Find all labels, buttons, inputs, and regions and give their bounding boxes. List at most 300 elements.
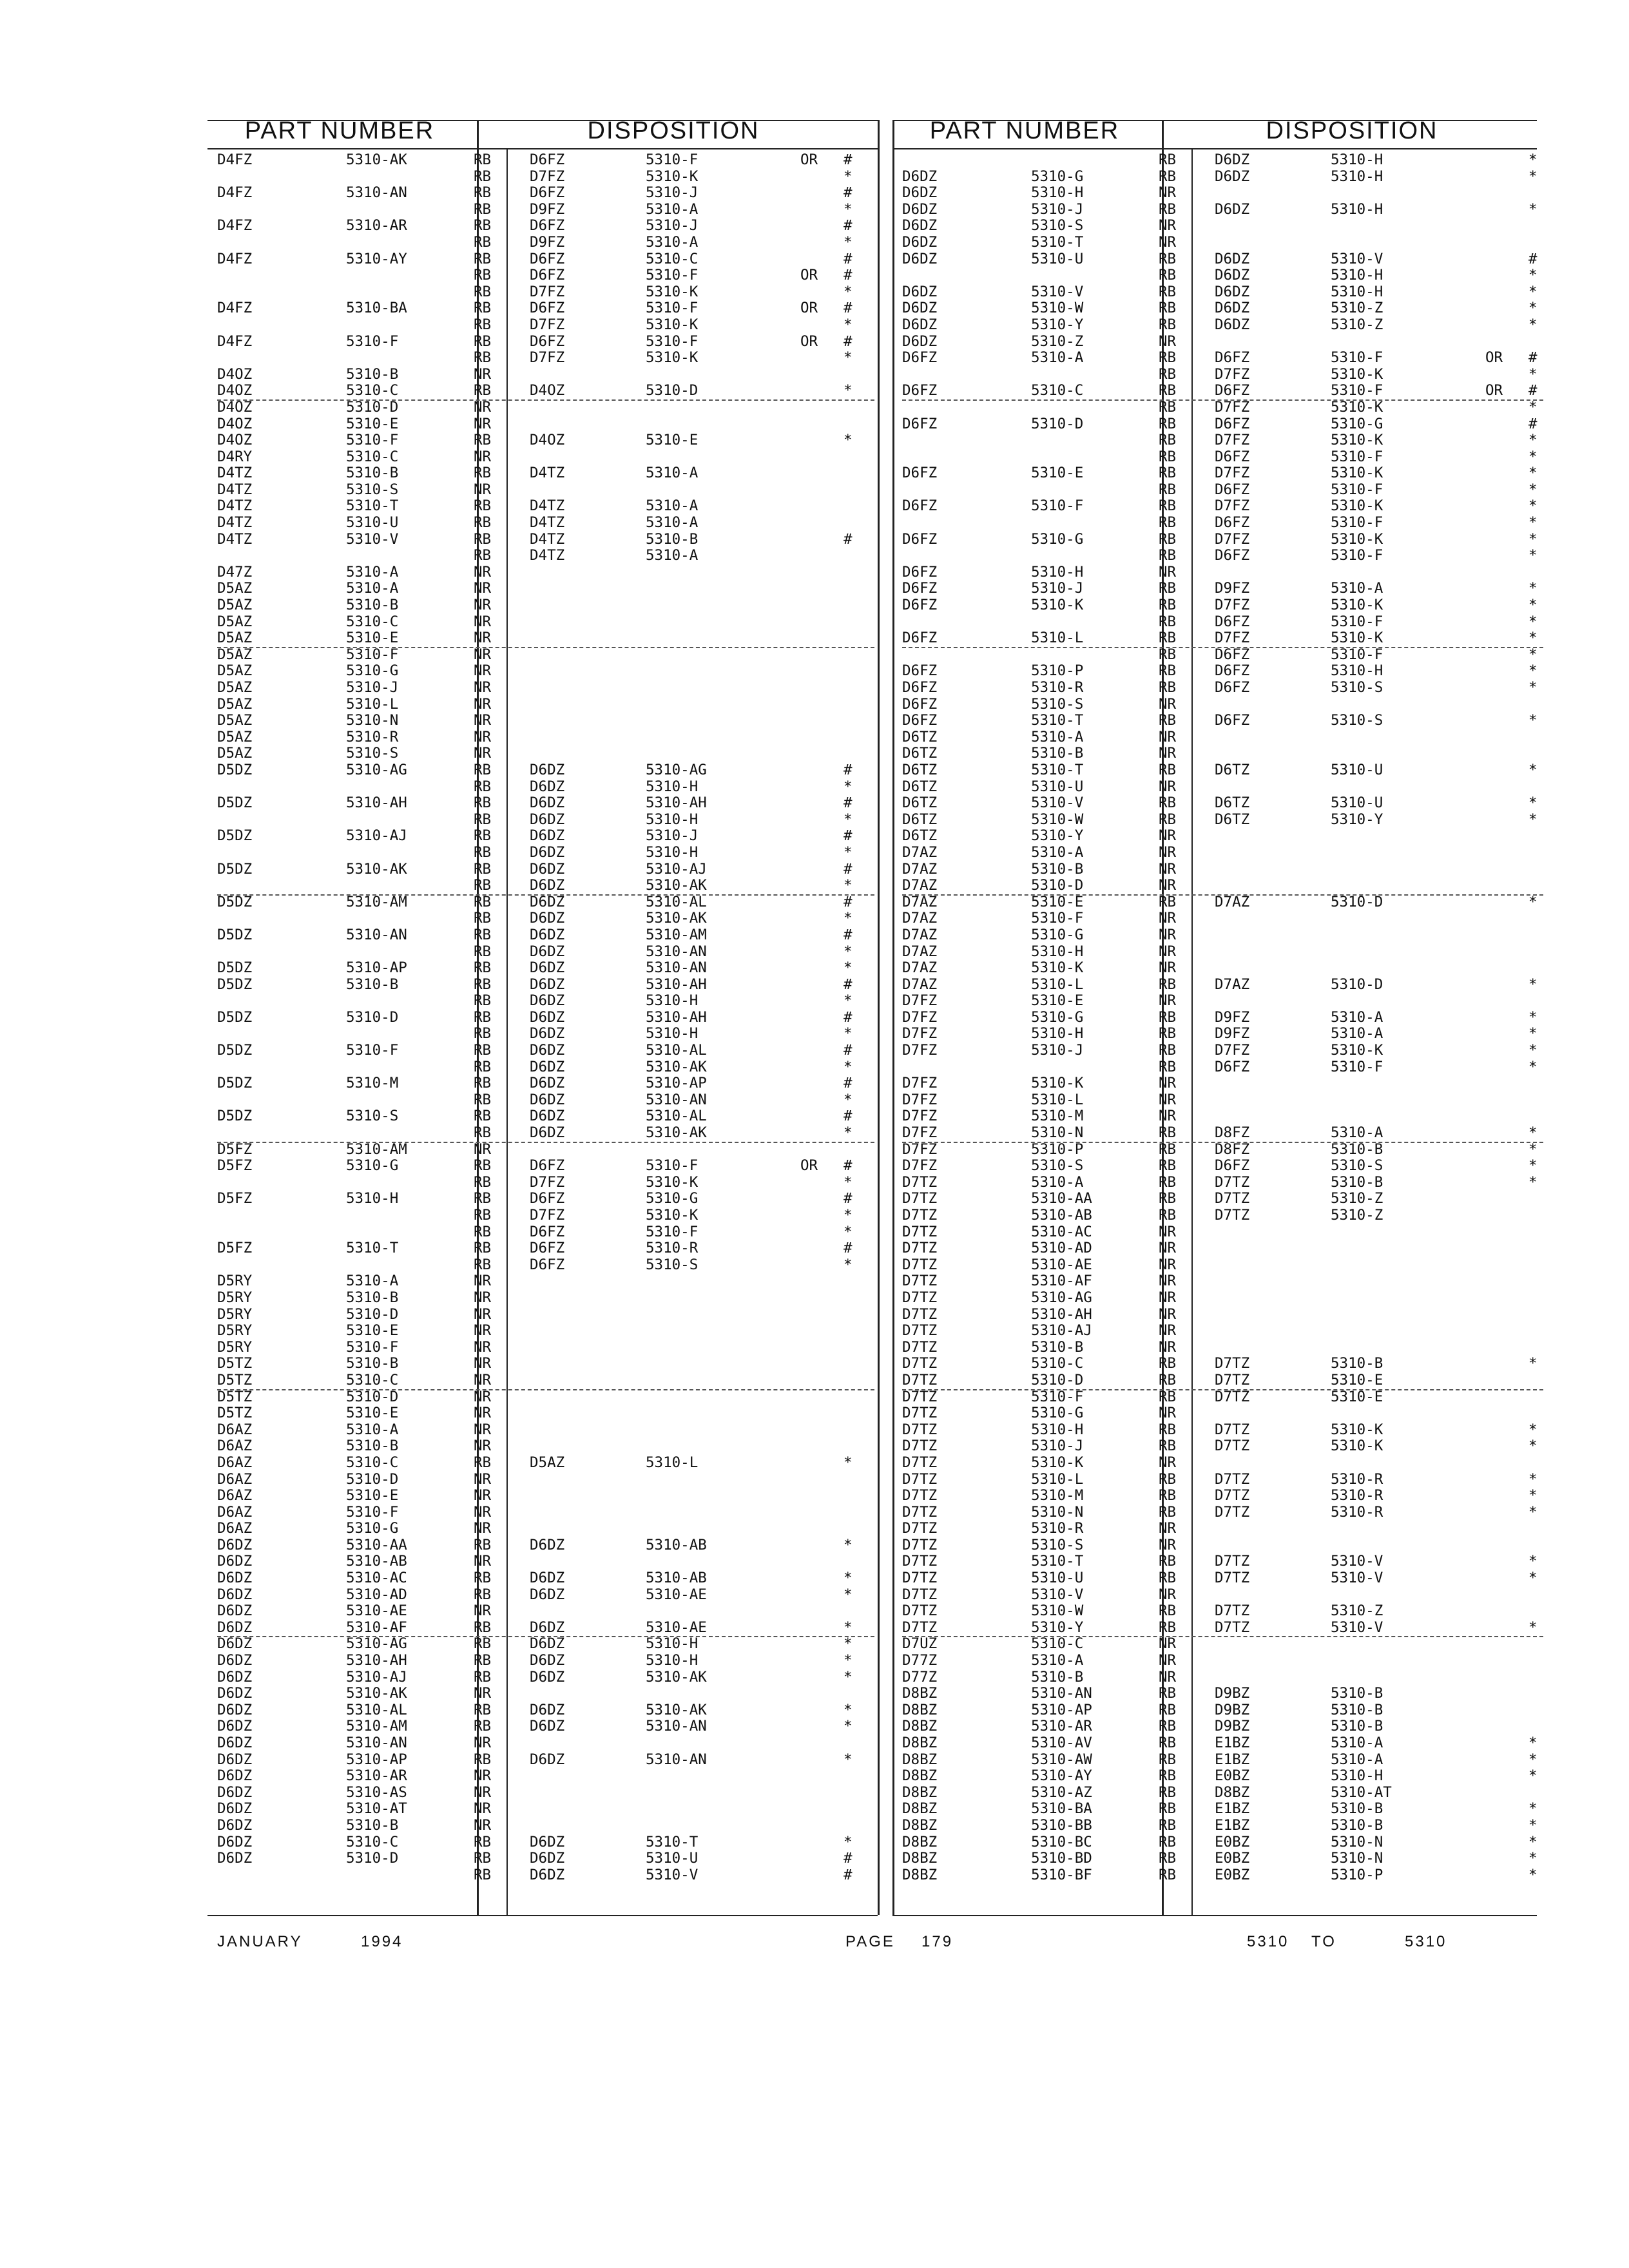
disposition-code: NR [1159, 1405, 1177, 1422]
right-table-row [902, 1240, 1543, 1257]
part-prefix: D6AZ [217, 1503, 253, 1521]
flag-marker: * [1528, 547, 1537, 564]
part-prefix: D5AZ [217, 662, 253, 680]
part-prefix: D6FZ [902, 465, 938, 482]
right-table-row [902, 1075, 1543, 1092]
disposition-code: RB [474, 1751, 492, 1768]
replacement-prefix: D7FZ [530, 168, 565, 185]
part-number: 5310-BF [1031, 1866, 1092, 1883]
right-table-row [902, 1455, 1543, 1472]
disposition-code: RB [1159, 1140, 1177, 1158]
replacement-prefix: D6FZ [530, 217, 565, 235]
replacement-number: 5310-A [646, 547, 699, 564]
flag-marker: # [843, 1850, 853, 1867]
disposition-code: NR [474, 1388, 492, 1405]
disposition-code: RB [1159, 662, 1177, 680]
disposition-code: NR [1159, 1586, 1177, 1603]
right-table-row [902, 185, 1543, 202]
part-prefix: D6TZ [902, 827, 938, 845]
header-rule-left [207, 148, 878, 149]
replacement-number: 5310-AL [646, 1042, 707, 1059]
part-number: 5310-A [1031, 728, 1084, 745]
disposition-code: NR [1159, 827, 1177, 845]
center-divider-b [892, 120, 894, 1915]
part-prefix: D7TZ [902, 1470, 938, 1488]
part-number: 5310-E [1031, 465, 1084, 482]
part-prefix: D6DZ [217, 1553, 253, 1570]
disposition-code: RB [474, 910, 492, 927]
right-table-row [902, 1834, 1543, 1851]
right-table-row [902, 1768, 1543, 1785]
disposition-code: RB [1159, 1767, 1177, 1785]
part-prefix: D6DZ [902, 332, 938, 350]
part-prefix: D8BZ [902, 1850, 938, 1867]
flag-marker: * [1528, 1124, 1537, 1142]
part-prefix: D5AZ [217, 597, 253, 614]
left-table-row [217, 1026, 874, 1043]
right-table-row [902, 1372, 1543, 1389]
flag-marker: * [843, 877, 853, 894]
left-table-row [217, 845, 874, 861]
left-table-row [217, 927, 874, 944]
part-number: 5310-V [1031, 283, 1084, 300]
right-table-row [902, 1356, 1543, 1372]
replacement-prefix: D6DZ [1215, 316, 1250, 333]
replacement-number: 5310-F [1331, 382, 1383, 399]
replacement-number: 5310-F [646, 332, 699, 350]
disposition-code: RB [474, 778, 492, 795]
part-number: 5310-AH [346, 794, 407, 812]
right-table-row [902, 1323, 1543, 1340]
right-table-row [902, 1702, 1543, 1719]
replacement-prefix: D7TZ [1215, 1173, 1250, 1191]
disposition-code: RB [474, 1025, 492, 1043]
replacement-number: 5310-AL [646, 1108, 707, 1125]
right-table-row [902, 1422, 1543, 1439]
replacement-prefix: D6FZ [530, 267, 565, 284]
part-number: 5310-E [346, 415, 399, 432]
replacement-prefix: D6DZ [530, 926, 565, 943]
left-table-row [217, 861, 874, 878]
left-table-row [217, 762, 874, 779]
right-table-row [902, 169, 1543, 186]
disposition-code: RB [474, 794, 492, 812]
disposition-code: NR [1159, 1454, 1177, 1471]
part-number: 5310-B [346, 1437, 399, 1455]
disposition-code: RB [1159, 1421, 1177, 1438]
left-table-row [217, 1142, 874, 1158]
flag-marker: * [1528, 398, 1537, 416]
replacement-number: 5310-D [1331, 975, 1383, 993]
replacement-number: 5310-Z [1331, 1602, 1383, 1620]
replacement-number: 5310-K [1331, 1437, 1383, 1455]
flag-marker: # [843, 926, 853, 943]
disposition-code: NR [474, 1305, 492, 1323]
flag-marker: * [843, 1124, 853, 1142]
replacement-prefix: D6DZ [530, 1042, 565, 1059]
disposition-code: NR [1159, 332, 1177, 350]
right-table-row [902, 1092, 1543, 1109]
part-number: 5310-C [1031, 382, 1084, 399]
part-prefix: D5AZ [217, 695, 253, 713]
left-table-row [217, 1702, 874, 1719]
flag-marker: # [843, 975, 853, 993]
part-prefix: D4FZ [217, 300, 253, 317]
part-number: 5310-A [346, 1273, 399, 1290]
disposition-code: NR [474, 1735, 492, 1751]
disposition-code: NR [474, 448, 492, 465]
part-number: 5310-A [1031, 843, 1084, 861]
left-table-row [217, 300, 874, 317]
right-table-row [902, 910, 1543, 927]
replacement-number: 5310-Y [1331, 811, 1383, 828]
replacement-prefix: D7FZ [1215, 465, 1250, 482]
disposition-code: NR [474, 1371, 492, 1389]
left-table-row [217, 532, 874, 548]
disposition-code: NR [1159, 1305, 1177, 1323]
replacement-number: 5310-AK [646, 1701, 707, 1718]
replacement-number: 5310-R [1331, 1487, 1383, 1504]
disposition-code: NR [474, 745, 492, 762]
right-table-row [902, 614, 1543, 631]
left-table-row [217, 1043, 874, 1059]
disposition-code: RB [1159, 893, 1177, 910]
flag-marker: * [1528, 761, 1537, 778]
part-number: 5310-AR [1031, 1718, 1092, 1735]
part-number: 5310-T [1031, 1553, 1084, 1570]
disposition-code: RB [474, 432, 492, 449]
left-table-row [217, 202, 874, 218]
left-table-row [217, 1422, 874, 1439]
disposition-code: RB [1159, 613, 1177, 630]
right-table-row [902, 1686, 1543, 1702]
left-table-row [217, 482, 874, 499]
replacement-number: 5310-A [1331, 1751, 1383, 1768]
replacement-prefix: D6FZ [1215, 514, 1250, 532]
right-table-row [902, 1653, 1543, 1669]
replacement-number: 5310-E [1331, 1371, 1383, 1389]
part-number: 5310-AB [346, 1553, 407, 1570]
replacement-prefix: D6DZ [530, 1586, 565, 1603]
part-number: 5310-BC [1031, 1833, 1092, 1850]
disposition-code: RB [1159, 1553, 1177, 1570]
part-prefix: D7AZ [902, 910, 938, 927]
replacement-number: 5310-R [1331, 1470, 1383, 1488]
part-prefix: D7TZ [902, 1207, 938, 1224]
part-prefix: D8BZ [902, 1816, 938, 1834]
part-prefix: D5FZ [217, 1240, 253, 1257]
footer-range-to: 5310 [1405, 1933, 1447, 1950]
disposition-code: RB [1159, 1570, 1177, 1587]
flag-marker: * [843, 1668, 853, 1686]
part-number: 5310-A [346, 1421, 399, 1438]
right-table-row [902, 1224, 1543, 1241]
part-prefix: D7TZ [902, 1421, 938, 1438]
disposition-code: RB [474, 959, 492, 977]
replacement-number: 5310-AH [646, 1008, 707, 1026]
part-number: 5310-BA [346, 300, 407, 317]
disposition-code: RB [1159, 432, 1177, 449]
left-table-row [217, 498, 874, 515]
replacement-prefix: D6FZ [530, 1240, 565, 1257]
part-prefix: D7AZ [902, 843, 938, 861]
replacement-number: 5310-A [646, 200, 699, 218]
replacement-prefix: D6FZ [1215, 382, 1250, 399]
replacement-prefix: D6FZ [1215, 481, 1250, 498]
right-table-row [902, 383, 1543, 399]
disposition-code: NR [1159, 1289, 1177, 1306]
replacement-number: 5310-H [1331, 267, 1383, 284]
right-table-row [902, 944, 1543, 961]
replacement-number: 5310-A [1331, 1008, 1383, 1026]
part-number: 5310-M [1031, 1108, 1084, 1125]
replacement-prefix: D6TZ [1215, 794, 1250, 812]
part-number: 5310-T [1031, 233, 1084, 251]
disposition-code: NR [1159, 695, 1177, 713]
flag-marker: # [843, 1190, 853, 1207]
replacement-number: 5310-T [646, 1833, 699, 1850]
left-table-row [217, 795, 874, 812]
part-number: 5310-Y [1031, 1619, 1084, 1636]
left-table-row [217, 1521, 874, 1537]
part-prefix: D5AZ [217, 629, 253, 647]
part-number: 5310-G [1031, 1405, 1084, 1422]
part-prefix: D6DZ [217, 1570, 253, 1587]
replacement-number: 5310-AK [646, 910, 707, 927]
disposition-code: NR [1159, 1668, 1177, 1686]
part-prefix: D5DZ [217, 926, 253, 943]
right-table-row [902, 267, 1543, 284]
left-table-row [217, 432, 874, 449]
part-number: 5310-AZ [1031, 1783, 1092, 1801]
part-prefix: D7TZ [902, 1437, 938, 1455]
right-table-row [902, 1603, 1543, 1620]
disposition-code: NR [474, 1355, 492, 1372]
part-number: 5310-AE [346, 1602, 407, 1620]
flag-marker: * [843, 1173, 853, 1191]
disposition-code: NR [1159, 1338, 1177, 1356]
replacement-number: 5310-AJ [646, 860, 707, 878]
disposition-code: RB [1159, 1602, 1177, 1620]
replacement-number: 5310-U [646, 1850, 699, 1867]
replacement-prefix: D6DZ [530, 1124, 565, 1142]
part-prefix: D6TZ [902, 811, 938, 828]
disposition-code: RB [1159, 1751, 1177, 1768]
replacement-number: 5310-Z [1331, 300, 1383, 317]
part-prefix: D6FZ [902, 679, 938, 696]
disposition-code: RB [474, 1570, 492, 1587]
replacement-prefix: D6DZ [530, 860, 565, 878]
disposition-code: NR [474, 646, 492, 663]
left-table-row [217, 251, 874, 268]
part-prefix: D6DZ [217, 1850, 253, 1867]
part-number: 5310-S [346, 745, 399, 762]
part-prefix: D6TZ [902, 794, 938, 812]
disposition-code: RB [1159, 975, 1177, 993]
disposition-code: NR [1159, 1520, 1177, 1537]
flag-marker: * [1528, 1437, 1537, 1455]
left-table-row [217, 1307, 874, 1323]
flag-marker: * [1528, 267, 1537, 284]
disposition-code: NR [474, 1405, 492, 1422]
flag-marker: # [843, 250, 853, 267]
part-prefix: D7FZ [902, 1075, 938, 1092]
flag-marker: * [1528, 794, 1537, 812]
part-number: 5310-AM [346, 893, 407, 910]
replacement-number: 5310-K [1331, 597, 1383, 614]
disposition-code: RB [1159, 761, 1177, 778]
disposition-code: RB [474, 811, 492, 828]
disposition-code: RB [1159, 1503, 1177, 1521]
part-prefix: D4OZ [217, 398, 253, 416]
replacement-prefix: D7TZ [1215, 1602, 1250, 1620]
disposition-code: NR [1159, 992, 1177, 1010]
part-number: 5310-AC [346, 1570, 407, 1587]
disposition-code: RB [474, 332, 492, 350]
left-table-row [217, 1834, 874, 1851]
replacement-number: 5310-J [646, 217, 699, 235]
right-table-row [902, 1570, 1543, 1587]
right-table-row [902, 498, 1543, 515]
replacement-prefix: D6DZ [530, 1570, 565, 1587]
flag-marker: # [843, 1157, 853, 1175]
replacement-number: 5310-AK [646, 1124, 707, 1142]
replacement-prefix: D6FZ [1215, 547, 1250, 564]
flag-marker: * [843, 1223, 853, 1240]
part-number: 5310-E [346, 1322, 399, 1340]
part-number: 5310-B [346, 975, 399, 993]
right-table-row [902, 828, 1543, 845]
disposition-code: RB [474, 349, 492, 367]
right-table-row [902, 597, 1543, 614]
part-prefix: D8BZ [902, 1833, 938, 1850]
disposition-code: RB [1159, 1735, 1177, 1751]
replacement-prefix: D6DZ [530, 1866, 565, 1883]
left-table-row [217, 169, 874, 186]
replacement-number: 5310-AK [646, 877, 707, 894]
replacement-number: 5310-N [1331, 1850, 1383, 1867]
part-prefix: D6FZ [902, 563, 938, 581]
bottom-rule-left [207, 1915, 878, 1916]
replacement-prefix: D7TZ [1215, 1190, 1250, 1207]
part-prefix: D5FZ [217, 1157, 253, 1175]
part-number: 5310-C [346, 1454, 399, 1471]
part-prefix: D5DZ [217, 1108, 253, 1125]
part-prefix: D4FZ [217, 332, 253, 350]
part-prefix: D7TZ [902, 1190, 938, 1207]
left-table-row [217, 383, 874, 399]
left-table-row [217, 1636, 874, 1653]
left-table-row [217, 1850, 874, 1867]
disposition-code: NR [474, 1338, 492, 1356]
disposition-code: RB [1159, 1437, 1177, 1455]
replacement-prefix: D7FZ [1215, 398, 1250, 416]
replacement-number: 5310-AK [646, 1668, 707, 1686]
left-table-row [217, 910, 874, 927]
replacement-prefix: D6DZ [530, 1701, 565, 1718]
replacement-prefix: D7TZ [1215, 1437, 1250, 1455]
flag-marker: * [1528, 316, 1537, 333]
header-rule-right [892, 148, 1537, 149]
part-number: 5310-AY [1031, 1767, 1092, 1785]
part-number: 5310-D [1031, 415, 1084, 432]
part-prefix: D5AZ [217, 679, 253, 696]
part-prefix: D5TZ [217, 1405, 253, 1422]
disposition-code: NR [474, 679, 492, 696]
flag-marker: * [843, 1207, 853, 1224]
replacement-prefix: D4OZ [530, 382, 565, 399]
left-table-row [217, 1587, 874, 1604]
flag-marker: # [1528, 349, 1537, 367]
left-table-row [217, 878, 874, 894]
part-number: 5310-F [1031, 497, 1084, 515]
replacement-number: 5310-V [646, 1866, 699, 1883]
replacement-prefix: D6FZ [530, 1256, 565, 1273]
replacement-number: 5310-A [646, 465, 699, 482]
replacement-prefix: D6DZ [530, 943, 565, 960]
disposition-code: RB [1159, 629, 1177, 647]
flag-marker: * [843, 811, 853, 828]
part-number: 5310-F [346, 1042, 399, 1059]
bottom-rule-right [892, 1915, 1537, 1916]
part-number: 5310-AS [346, 1783, 407, 1801]
part-number: 5310-J [1031, 580, 1084, 597]
part-number: 5310-J [1031, 1042, 1084, 1059]
disposition-code: NR [474, 1783, 492, 1801]
flag-marker: * [1528, 811, 1537, 828]
part-number: 5310-AJ [1031, 1322, 1092, 1340]
flag-marker: * [843, 843, 853, 861]
part-prefix: D5DZ [217, 1008, 253, 1026]
part-number: 5310-AL [346, 1701, 407, 1718]
disposition-code: RB [474, 547, 492, 564]
flag-marker: * [1528, 1767, 1537, 1785]
flag-marker: # [843, 794, 853, 812]
left-table-row [217, 1290, 874, 1307]
disposition-code: RB [474, 827, 492, 845]
replacement-number: 5310-F [646, 300, 699, 317]
part-prefix: D5RY [217, 1338, 253, 1356]
part-prefix: D5DZ [217, 827, 253, 845]
part-number: 5310-S [346, 481, 399, 498]
right-table-row [902, 1553, 1543, 1570]
replacement-prefix: D7FZ [1215, 432, 1250, 449]
part-prefix: D7TZ [902, 1570, 938, 1587]
disposition-code: NR [1159, 184, 1177, 202]
disposition-code: NR [474, 1800, 492, 1818]
disposition-code: RB [474, 184, 492, 202]
flag-marker: # [843, 860, 853, 878]
left-table-row [217, 1010, 874, 1026]
part-number: 5310-H [1031, 1025, 1084, 1043]
disposition-code: RB [474, 1866, 492, 1883]
right-table-row [902, 152, 1543, 169]
part-number: 5310-U [1031, 778, 1084, 795]
disposition-code: RB [474, 267, 492, 284]
replacement-number: 5310-H [646, 843, 699, 861]
right-table-row [902, 1801, 1543, 1818]
flag-marker: * [1528, 893, 1537, 910]
part-prefix: D7AZ [902, 943, 938, 960]
left-table-row [217, 944, 874, 961]
part-number: 5310-C [346, 448, 399, 465]
part-prefix: D7FZ [902, 1157, 938, 1175]
disposition-code: RB [1159, 283, 1177, 300]
flag-marker: * [1528, 514, 1537, 532]
disposition-code: RB [474, 465, 492, 482]
part-prefix: D8BZ [902, 1718, 938, 1735]
right-table-row [902, 251, 1543, 268]
